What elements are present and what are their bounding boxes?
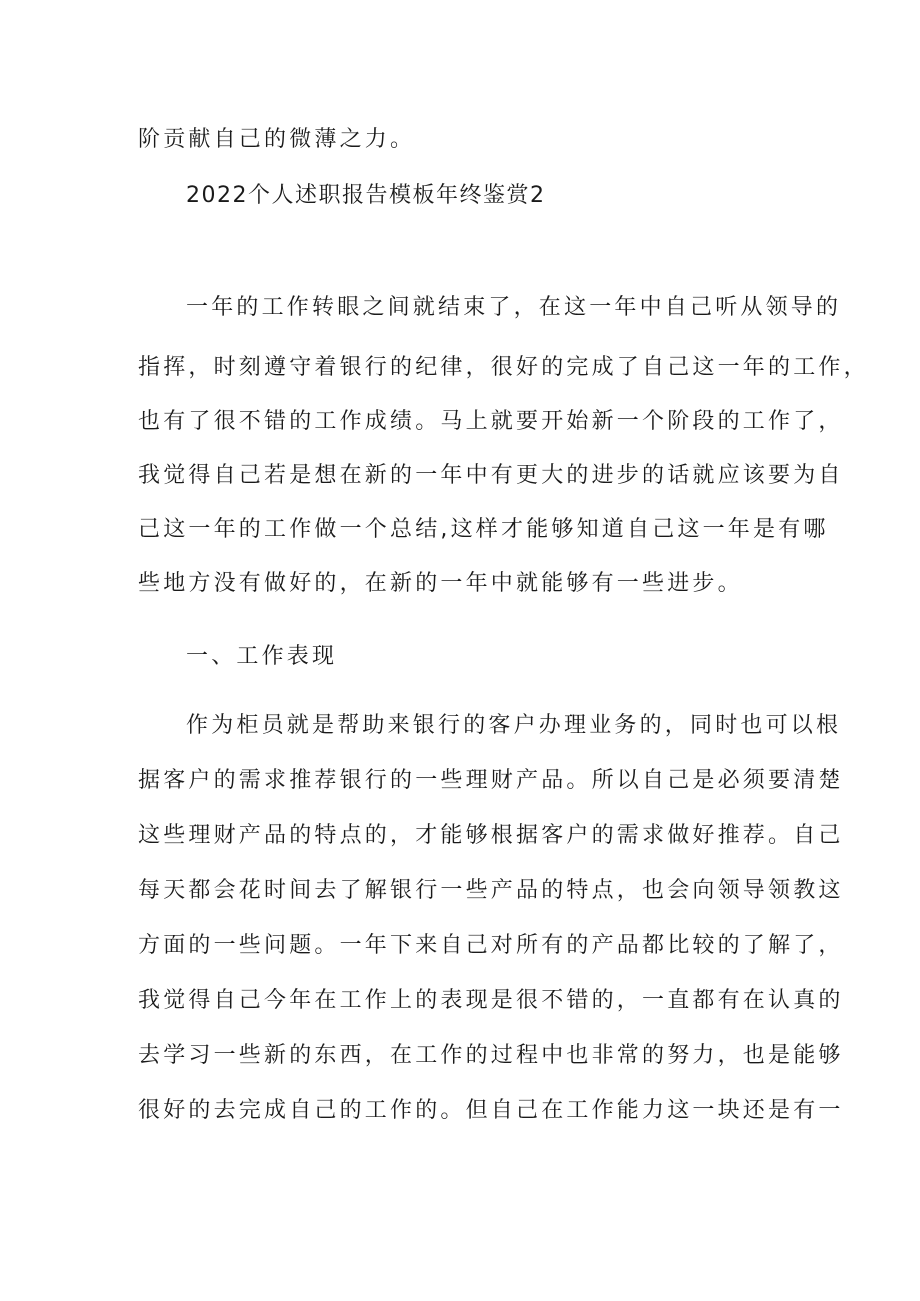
- paragraph2-line-4: 每天都会花时间去了解银行一些产品的特点，也会向领导领教这: [138, 878, 844, 903]
- paragraph2-line-3: 这些理财产品的特点的，才能够根据客户的需求做好推荐。自己: [138, 823, 844, 848]
- paragraph1-line-4: 我觉得自己若是想在新的一年中有更大的进步的话就应该要为自: [138, 463, 844, 488]
- paragraph1-line-1: 一年的工作转眼之间就结束了，在这一年中自己听从领导的: [186, 295, 842, 320]
- intro-tail-line: 阶贡献自己的微薄之力。: [138, 127, 416, 152]
- paragraph1-line-6: 些地方没有做好的，在新的一年中就能够有一些进步。: [138, 571, 743, 596]
- paragraph1-line-3: 也有了很不错的工作成绩。马上就要开始新一个阶段的工作了，: [138, 409, 844, 434]
- document-title: 2022个人述职报告模板年终鉴赏2: [186, 183, 546, 208]
- paragraph2-line-2: 据客户的需求推荐银行的一些理财产品。所以自己是必须要清楚: [138, 768, 844, 793]
- paragraph2-line-7: 去学习一些新的东西，在工作的过程中也非常的努力，也是能够: [138, 1043, 844, 1068]
- paragraph2-line-8: 很好的去完成自己的工作的。但自己在工作能力这一块还是有一: [138, 1098, 844, 1123]
- paragraph2-line-1: 作为柜员就是帮助来银行的客户办理业务的，同时也可以根: [186, 713, 842, 738]
- paragraph2-line-6: 我觉得自己今年在工作上的表现是很不错的，一直都有在认真的: [138, 988, 844, 1013]
- paragraph1-line-2: 指挥，时刻遵守着银行的纪律，很好的完成了自己这一年的工作，: [138, 355, 869, 380]
- section1-heading: 一、工作表现: [186, 644, 338, 669]
- paragraph1-line-5: 己这一年的工作做一个总结,这样才能够知道自己这一年是有哪: [138, 517, 829, 542]
- paragraph2-line-5: 方面的一些问题。一年下来自己对所有的产品都比较的了解了，: [138, 933, 844, 958]
